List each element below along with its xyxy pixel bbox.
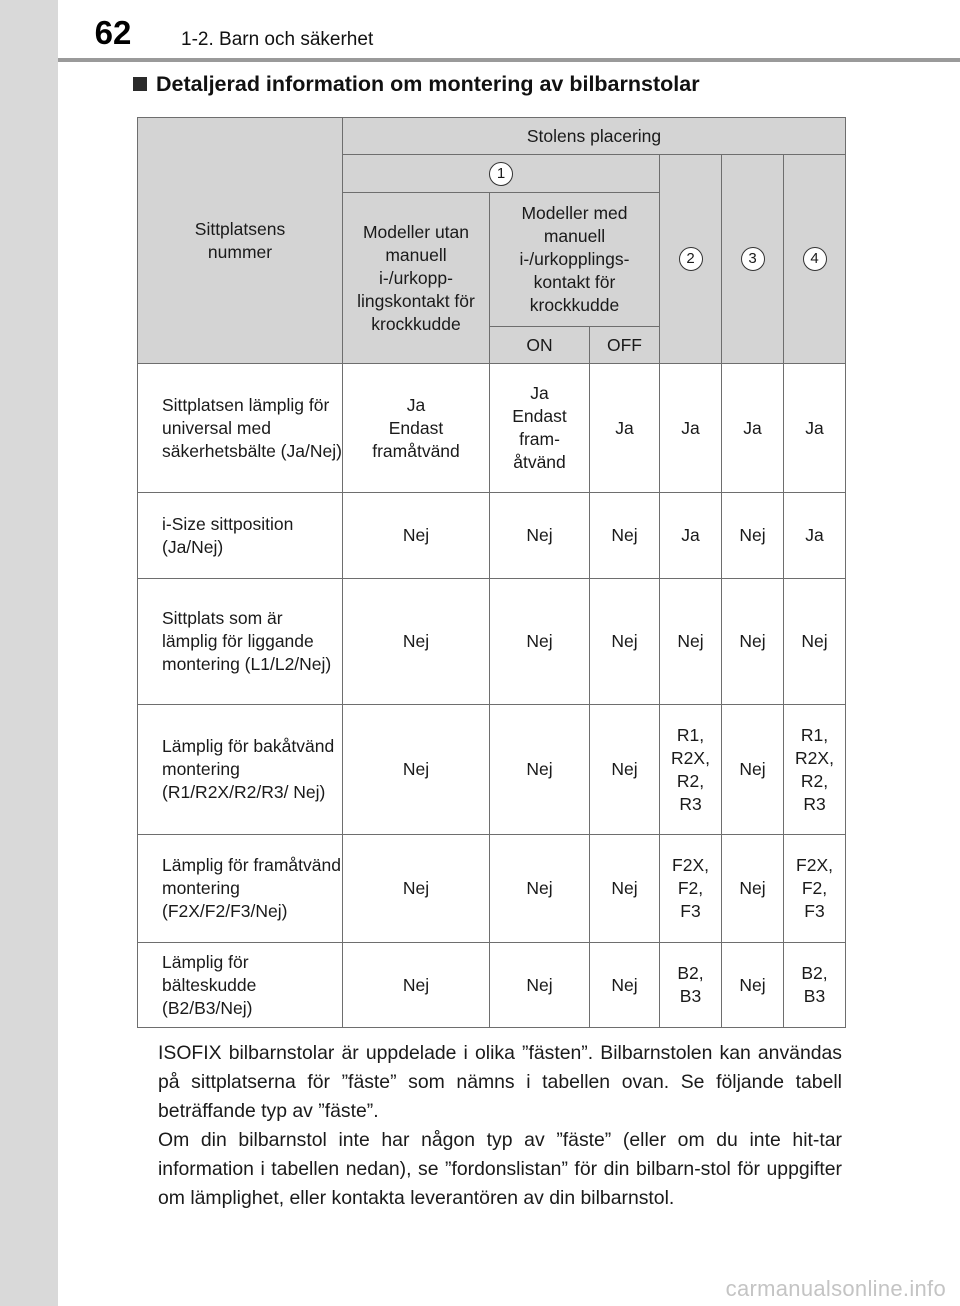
table-cell: Ja bbox=[660, 493, 722, 579]
table-cell: Nej bbox=[490, 579, 590, 705]
table-cell: Nej bbox=[722, 493, 784, 579]
table-cell: R1, R2X, R2, R3 bbox=[660, 705, 722, 835]
table-cell: Nej bbox=[343, 579, 490, 705]
table-cell: Ja bbox=[722, 364, 784, 493]
table-cell: Nej bbox=[343, 835, 490, 943]
table-cell: Nej bbox=[722, 943, 784, 1028]
page-margin-band bbox=[0, 0, 58, 1306]
table-cell: Ja Endast framåtvänd bbox=[343, 364, 490, 493]
position-3-header bbox=[722, 155, 784, 364]
row-label: Lämplig för framåtvänd montering (F2X/F2/F3/Nej) bbox=[138, 835, 343, 943]
position-1-icon: 1 bbox=[489, 162, 513, 186]
position-4-header bbox=[784, 155, 846, 364]
table-row bbox=[138, 364, 846, 493]
table-cell: Nej bbox=[590, 705, 660, 835]
table-cell: Nej bbox=[490, 835, 590, 943]
table-row bbox=[138, 705, 846, 835]
table-cell: Ja bbox=[660, 364, 722, 493]
table-cell: Nej bbox=[784, 579, 846, 705]
models-without-switch-header: Modeller utan manuell i-/urkopp-lingskontakt för krockkudde bbox=[343, 193, 490, 364]
watermark: carmanualsonline.info bbox=[725, 1276, 946, 1301]
table-cell: B2, B3 bbox=[784, 943, 846, 1028]
row-label: Lämplig för bälteskudde (B2/B3/Nej) bbox=[138, 943, 343, 1028]
table-cell: Nej bbox=[722, 835, 784, 943]
position-3-icon: 3 bbox=[741, 247, 765, 271]
table-cell: Ja bbox=[784, 364, 846, 493]
position-1-header bbox=[343, 155, 660, 193]
position-2-header bbox=[660, 155, 722, 364]
body-paragraph-2: Om din bilbarnstol inte har någon typ av ”fäste” (eller om du inte hit-tar information i tabellen nedan), se ”fordonslistan” för din bilbarn-stol för uppgifter om lämplighet, eller kontakta leverantören av din bilbarnstol. bbox=[158, 1129, 842, 1209]
table-cell: Nej bbox=[343, 705, 490, 835]
table-cell: Nej bbox=[660, 579, 722, 705]
table-cell: Nej bbox=[590, 579, 660, 705]
chapter-title: 1-2. Barn och säkerhet bbox=[181, 29, 374, 50]
table-cell: Ja Endast fram- åtvänd bbox=[490, 364, 590, 493]
row-label: Sittplatsen lämplig för universal med säkerhetsbälte (Ja/Nej) bbox=[138, 364, 343, 493]
table-cell: B2, B3 bbox=[660, 943, 722, 1028]
child-seat-table bbox=[137, 117, 846, 1028]
position-2-icon: 2 bbox=[679, 247, 703, 271]
table-cell: F2X, F2, F3 bbox=[784, 835, 846, 943]
airbag-off-header: OFF bbox=[590, 327, 660, 364]
airbag-on-header: ON bbox=[490, 327, 590, 364]
table-row bbox=[138, 943, 846, 1028]
table-cell: Nej bbox=[343, 943, 490, 1028]
table-cell: Ja bbox=[784, 493, 846, 579]
row-label: Lämplig för bakåtvänd montering (R1/R2X/R2/R3/ Nej) bbox=[138, 705, 343, 835]
section-heading bbox=[133, 72, 700, 97]
table-cell: Nej bbox=[343, 493, 490, 579]
table-row bbox=[138, 579, 846, 705]
table-row bbox=[138, 835, 846, 943]
section-heading-text: Detaljerad information om montering av bilbarnstolar bbox=[156, 72, 700, 96]
row-label: Sittplats som är lämplig för liggande montering (L1/L2/Nej) bbox=[138, 579, 343, 705]
table-cell: Nej bbox=[490, 493, 590, 579]
header-divider bbox=[58, 58, 960, 62]
table-cell: Nej bbox=[590, 943, 660, 1028]
body-text bbox=[158, 1039, 842, 1213]
position-4-icon: 4 bbox=[803, 247, 827, 271]
table-cell: Nej bbox=[490, 943, 590, 1028]
table-cell: Ja bbox=[590, 364, 660, 493]
table-cell: Nej bbox=[590, 835, 660, 943]
table-cell: R1, R2X, R2, R3 bbox=[784, 705, 846, 835]
table-cell: Nej bbox=[490, 705, 590, 835]
seat-number-header: Sittplatsens nummer bbox=[138, 118, 343, 364]
table-cell: Nej bbox=[722, 705, 784, 835]
table-cell: Nej bbox=[722, 579, 784, 705]
table-cell: Nej bbox=[590, 493, 660, 579]
placement-header: Stolens placering bbox=[343, 118, 846, 155]
models-with-switch-header: Modeller med manuell i-/urkopplings-kontakt för krockkudde bbox=[490, 193, 660, 327]
row-label: i-Size sittposition (Ja/Nej) bbox=[138, 493, 343, 579]
body-paragraph-1: ISOFIX bilbarnstolar är uppdelade i olika ”fästen”. Bilbarnstolen kan användas på sittplatserna för ”fäste” som nämns i tabellen ovan. Se följande tabell beträffande typ av ”fäste”. bbox=[158, 1042, 842, 1122]
square-bullet-icon bbox=[133, 77, 147, 91]
page-number: 62 bbox=[94, 14, 132, 51]
table-cell: F2X, F2, F3 bbox=[660, 835, 722, 943]
table-row bbox=[138, 493, 846, 579]
